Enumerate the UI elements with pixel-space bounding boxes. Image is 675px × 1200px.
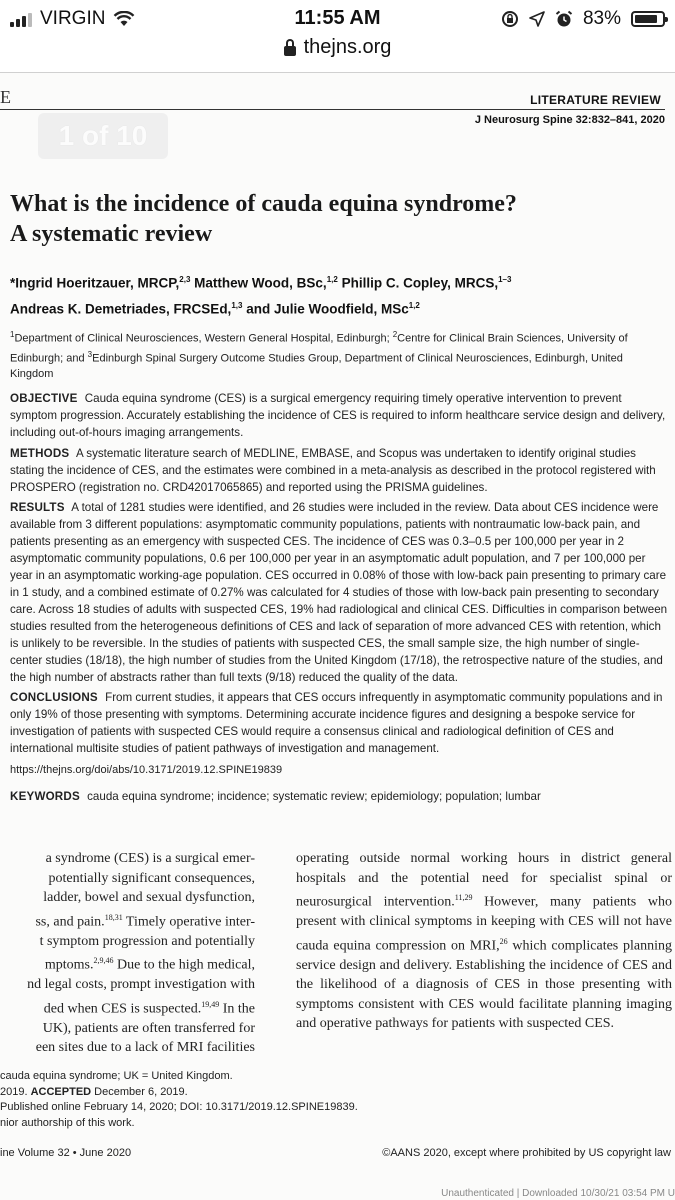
citation-sup: 18,31	[104, 912, 123, 922]
author: Andreas K. Demetriades, FRCSEd,	[10, 301, 232, 316]
section-label: LITERATURE REVIEW	[530, 93, 661, 107]
affil-sup: 2	[392, 330, 398, 339]
affil-sup: 3	[87, 349, 93, 359]
footnotes	[0, 1069, 400, 1131]
footer-volume: ine Volume 32 • June 2020	[0, 1147, 132, 1159]
author-sup: 1,2	[326, 275, 338, 284]
body-line: UK), patients are often transferred for	[42, 1020, 255, 1036]
keywords-label: KEYWORDS	[10, 789, 80, 803]
body-line: nd legal costs, prompt investigation with	[27, 977, 255, 993]
author-list	[10, 269, 650, 320]
author: Matthew Wood, BSc,	[190, 275, 327, 291]
body-line: a syndrome (CES) is a surgical emer-	[45, 851, 255, 866]
author: *Ingrid Hoeritzauer, MRCP,	[10, 275, 180, 291]
battery-percent: 83%	[582, 8, 621, 29]
abstract-conclusions	[10, 690, 670, 758]
abstract-methods	[10, 446, 670, 497]
citation-sup: 26	[499, 936, 508, 946]
body-text: ded when CES is suspected.	[43, 1001, 202, 1017]
body-column-left	[0, 849, 255, 1058]
carrier-name: VIRGIN	[40, 8, 106, 29]
body-line	[0, 908, 255, 932]
address-bar[interactable]	[0, 36, 675, 59]
status-right	[501, 8, 665, 30]
footnote-text: December 6, 2019.	[91, 1085, 188, 1098]
footnote-line: Published online February 14, 2020; DOI: 10.3171/2019.12.SPINE19839.	[0, 1101, 358, 1113]
body-line: ladder, bowel and sexual dysfunction,	[43, 890, 255, 905]
status-bar	[0, 0, 675, 38]
affil-sup: 1	[10, 330, 15, 339]
methods-label: METHODS	[10, 446, 70, 460]
body-text: However, many patients who present with clinical symptoms in keeping with CES will not have cauda equina compression on MRI,	[296, 894, 672, 954]
body-text: which complicates planning service design and delivery. Establishing the incidence of CES and the likelihood of a diagnosis of CES in those presenting with symptoms consistent with CES would facilitate planning imaging and operative pathways for patients with suspected CES.	[296, 938, 672, 1032]
conclusions-text: From current studies, it appears that CES occurs infrequently in asymptomatic community populations and in only 19% of those presenting with symptoms. Determining accurate incidence figures and designing a bespoke service for investigation of patients with suspected CES would require a consensus clinical and radiological definition of CES and international multisite studies of patient pathways of investigation and management.	[10, 691, 663, 756]
footnote-line: cauda equina syndrome; UK = United Kingdom.	[0, 1070, 233, 1082]
footnote-line	[0, 1085, 400, 1101]
author: and Julie Woodfield, MSc	[242, 301, 409, 316]
citation-sup: 11,29	[454, 893, 473, 902]
battery-icon	[631, 11, 665, 27]
lock-rotation-icon	[501, 10, 519, 28]
body-line: potentially significant consequences,	[48, 870, 255, 886]
objective-text: Cauda equina syndrome (CES) is a surgical emergency requiring timely operative intervention to prevent symptom progression. Accurately establishing the incidence of CES is required to inform healthcare service design and delivery, including out-of-hours imaging arrangements.	[10, 392, 666, 439]
citation-sup: 2,9,46	[93, 956, 114, 966]
author-sup: 1,2	[408, 300, 420, 310]
alarm-icon	[555, 10, 573, 28]
edge-letter: E	[0, 87, 11, 107]
body-line	[0, 995, 255, 1019]
author-sup: 1,3	[231, 300, 243, 310]
body-text: operating outside normal working hours in district general hospitals and the potential need for specialist spinal or neurosurgical intervention.	[296, 851, 672, 910]
clock: 11:55 AM	[294, 7, 381, 29]
body-column-right	[296, 849, 672, 1034]
author-sup: 2,3	[179, 275, 191, 284]
download-stamp: Unauthenticated | Downloaded 10/30/21 03:54 PM U	[441, 1188, 675, 1199]
abstract-objective	[10, 391, 670, 442]
author-sup: 1–3	[498, 275, 512, 284]
affil-text: Centre for Clinical Brain Sciences, University of Edinburgh; and	[10, 332, 628, 365]
footnote-text: 2019.	[0, 1085, 31, 1098]
body-text: Due to the high medical,	[113, 957, 255, 973]
abstract	[10, 391, 670, 810]
footer-copyright: ©AANS 2020, except where prohibited by US copyright law	[382, 1147, 671, 1159]
methods-text: A systematic literature search of MEDLINE, EMBASE, and Scopus was undertaken to identify original studies stating the incidence of CES, and the estimates were combined in a meta-analysis as described in the protocol registered with PROSPERO (registration no. CRD42017065865) and reported using the PRISMA guidelines.	[10, 446, 656, 494]
accepted-label: ACCEPTED	[30, 1085, 92, 1098]
body-text: In the	[219, 1001, 255, 1017]
journal-reference: J Neurosurg Spine 32:832–841, 2020	[474, 114, 665, 126]
body-text: ss, and pain.	[35, 914, 105, 930]
affil-text: Edinburgh Spinal Surgery Outcome Studies Group, Department of Clinical Neurosciences, Edinburgh, United Kingdom	[10, 352, 623, 381]
citation-sup: 19,49	[201, 999, 220, 1009]
body-line	[0, 951, 255, 975]
body-text: mptoms.	[44, 957, 94, 973]
body-line: een sites due to a lack of MRI facilities	[35, 1040, 255, 1056]
affiliations	[10, 327, 660, 382]
abstract-keywords	[10, 789, 670, 806]
results-text: A total of 1281 studies were identified, and 26 studies were included in the review. Data about CES incidence were available from 3 different populations: asymptomatic community populations, patients with nontraumatic low-back pain, and patients presenting as an emergency with suspected CES. The incidence of CES was 0.3–0.5 per 100,000 per year in 2 asymptomatic community populations, 0.6 per 100,000 per year in an asymptomatic adult population, and 7 per 100,000 per year in an asymptomatic working-age population. CES occurred in 0.08% of those with low-back pain presenting to primary care in 1 study, and a combined estimate of 0.27% was calculated for 4 studies of those with low-back pain presenting to secondary care. Across 18 studies of adults with suspected CES, 19% had radiological and clinical CES. Difficulties in comparison between studies resulted from the heterogeneous definitions of CES and lack of separation of more advanced CES with retention, which is unlikely to be reversible. In the studies of patients with suspected CES, the small sample size, the high number of single-center studies (18/18), the high number of studies from the United Kingdom (17/18), the retrospective nature of the studies, and the high number of abstracts rather than full texts (9/18) reduced the quality of the data.	[10, 501, 668, 684]
body-line: t symptom progression and potentially	[39, 933, 255, 949]
title-line-2: A systematic review	[10, 221, 213, 247]
affil-text: Department of Clinical Neurosciences, Western General Hospital, Edinburgh;	[14, 332, 393, 345]
doi-link[interactable]: https://thejns.org/doi/abs/10.3171/2019.12.SPINE19839	[10, 764, 283, 777]
page-counter: 1 of 10	[38, 113, 168, 159]
keywords-text: cauda equina syndrome; incidence; systematic review; epidemiology; population; lumbar	[87, 789, 541, 803]
author: Phillip C. Copley, MRCS,	[337, 275, 499, 291]
conclusions-label: CONCLUSIONS	[10, 691, 98, 705]
body-text: Timely operative inter-	[122, 914, 255, 930]
abstract-results	[10, 500, 670, 686]
location-icon	[529, 11, 545, 27]
header-rule	[0, 109, 665, 110]
title-line-1: What is the incidence of cauda equina syndrome?	[10, 191, 517, 217]
results-label: RESULTS	[10, 501, 65, 515]
lock-icon	[284, 46, 296, 56]
footnote-line: nior authorship of this work.	[0, 1116, 135, 1129]
objective-label: OBJECTIVE	[10, 392, 78, 405]
pdf-page[interactable]	[0, 73, 675, 1200]
article-title	[10, 189, 650, 249]
url-text[interactable]: thejns.org	[303, 36, 392, 58]
